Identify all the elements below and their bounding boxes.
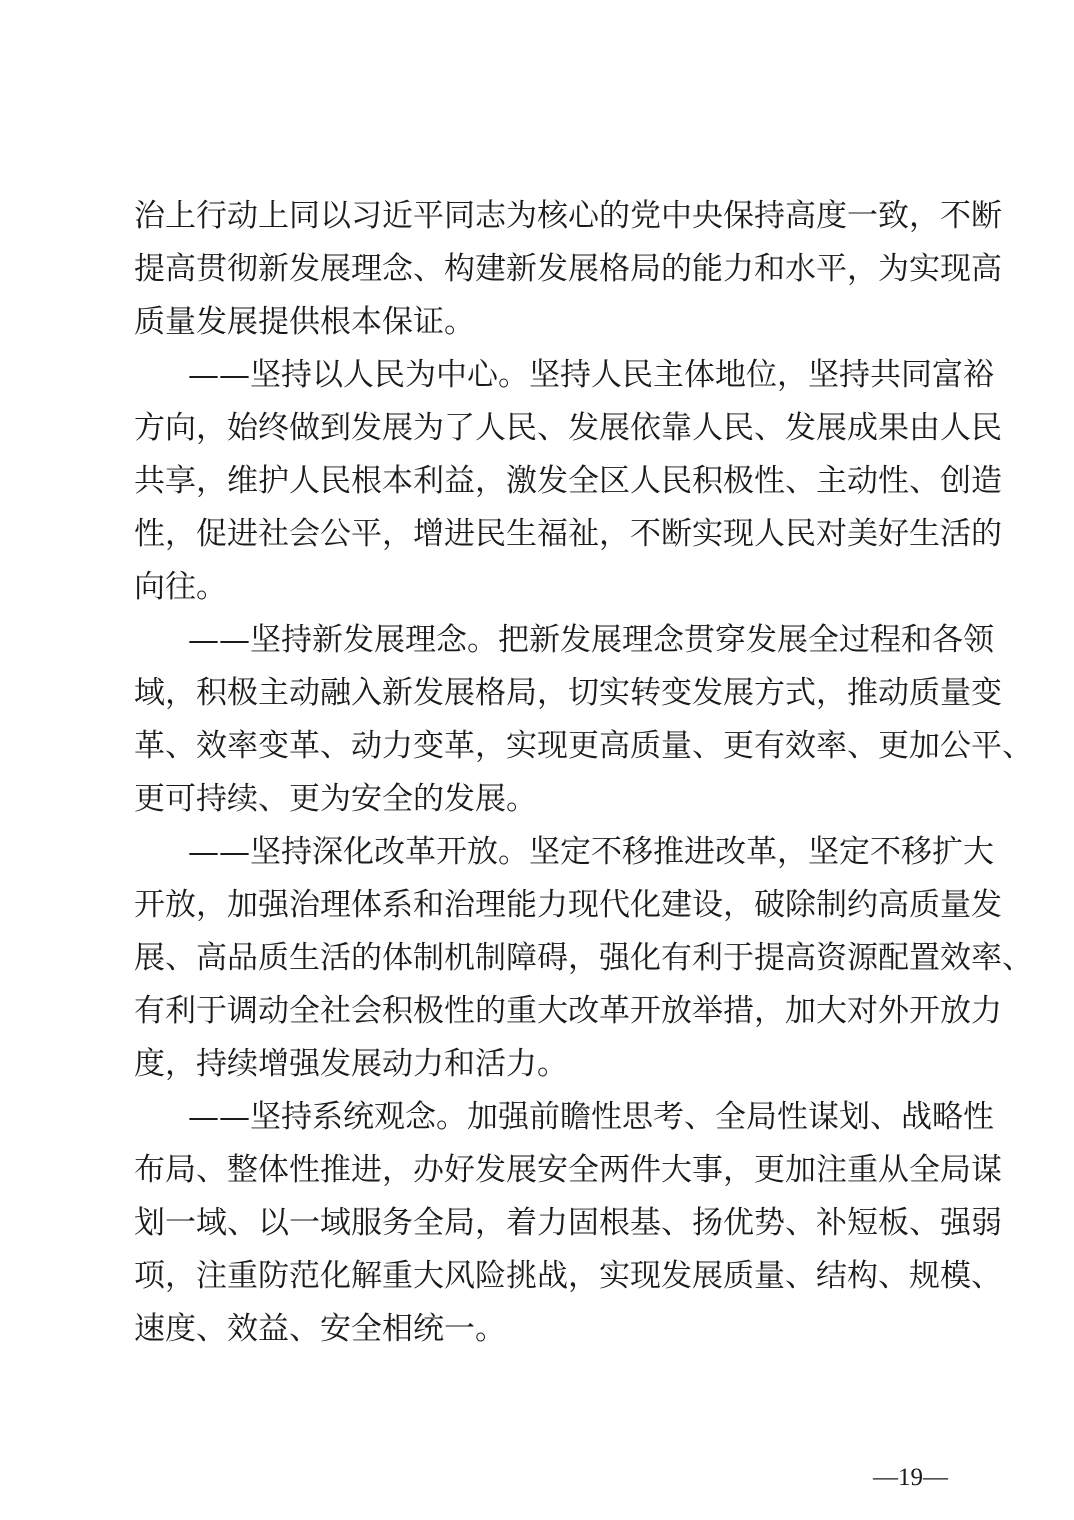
text-line: 更可持续、更为安全的发展。 xyxy=(134,781,537,817)
text-line: 展、高品质生活的体制机制障碍，强化有利于提高资源配置效率、 xyxy=(134,940,1033,976)
text-line: 提高贯彻新发展理念、构建新发展格局的能力和水平，为实现高 xyxy=(134,251,1002,287)
page-number: —19— xyxy=(873,1464,948,1491)
text-line: 革、效率变革、动力变革，实现更高质量、更有效率、更加公平、 xyxy=(134,728,1033,764)
paragraph-first-line: ——坚持新发展理念。把新发展理念贯穿发展全过程和各领 xyxy=(188,622,994,658)
text-line: 开放，加强治理体系和治理能力现代化建设，破除制约高质量发 xyxy=(134,887,1002,923)
text-line: 共享，维护人民根本利益，激发全区人民积极性、主动性、创造 xyxy=(134,463,1002,499)
paragraph-first-line: ——坚持深化改革开放。坚定不移推进改革，坚定不移扩大 xyxy=(188,834,994,870)
text-line: 方向，始终做到发展为了人民、发展依靠人民、发展成果由人民 xyxy=(134,410,1002,446)
text-line: 域，积极主动融入新发展格局，切实转变发展方式，推动质量变 xyxy=(134,675,1002,711)
text-line: 性，促进社会公平，增进民生福祉，不断实现人民对美好生活的 xyxy=(134,516,1002,552)
text-line: 度，持续增强发展动力和活力。 xyxy=(134,1046,568,1082)
text-line: 质量发展提供根本保证。 xyxy=(134,304,475,340)
text-line: 项，注重防范化解重大风险挑战，实现发展质量、结构、规模、 xyxy=(134,1258,1002,1294)
text-line: 治上行动上同以习近平同志为核心的党中央保持高度一致，不断 xyxy=(134,198,1002,234)
paragraph-first-line: ——坚持系统观念。加强前瞻性思考、全局性谋划、战略性 xyxy=(188,1099,994,1135)
text-line: 划一域、以一域服务全局，着力固根基、扬优势、补短板、强弱 xyxy=(134,1205,1002,1241)
text-line: 向往。 xyxy=(134,569,227,605)
text-line: 速度、效益、安全相统一。 xyxy=(134,1311,506,1347)
text-line: 有利于调动全社会积极性的重大改革开放举措，加大对外开放力 xyxy=(134,993,1002,1029)
paragraph-first-line: ——坚持以人民为中心。坚持人民主体地位，坚持共同富裕 xyxy=(188,357,994,393)
text-line: 布局、整体性推进，办好发展安全两件大事，更加注重从全局谋 xyxy=(134,1152,1002,1188)
